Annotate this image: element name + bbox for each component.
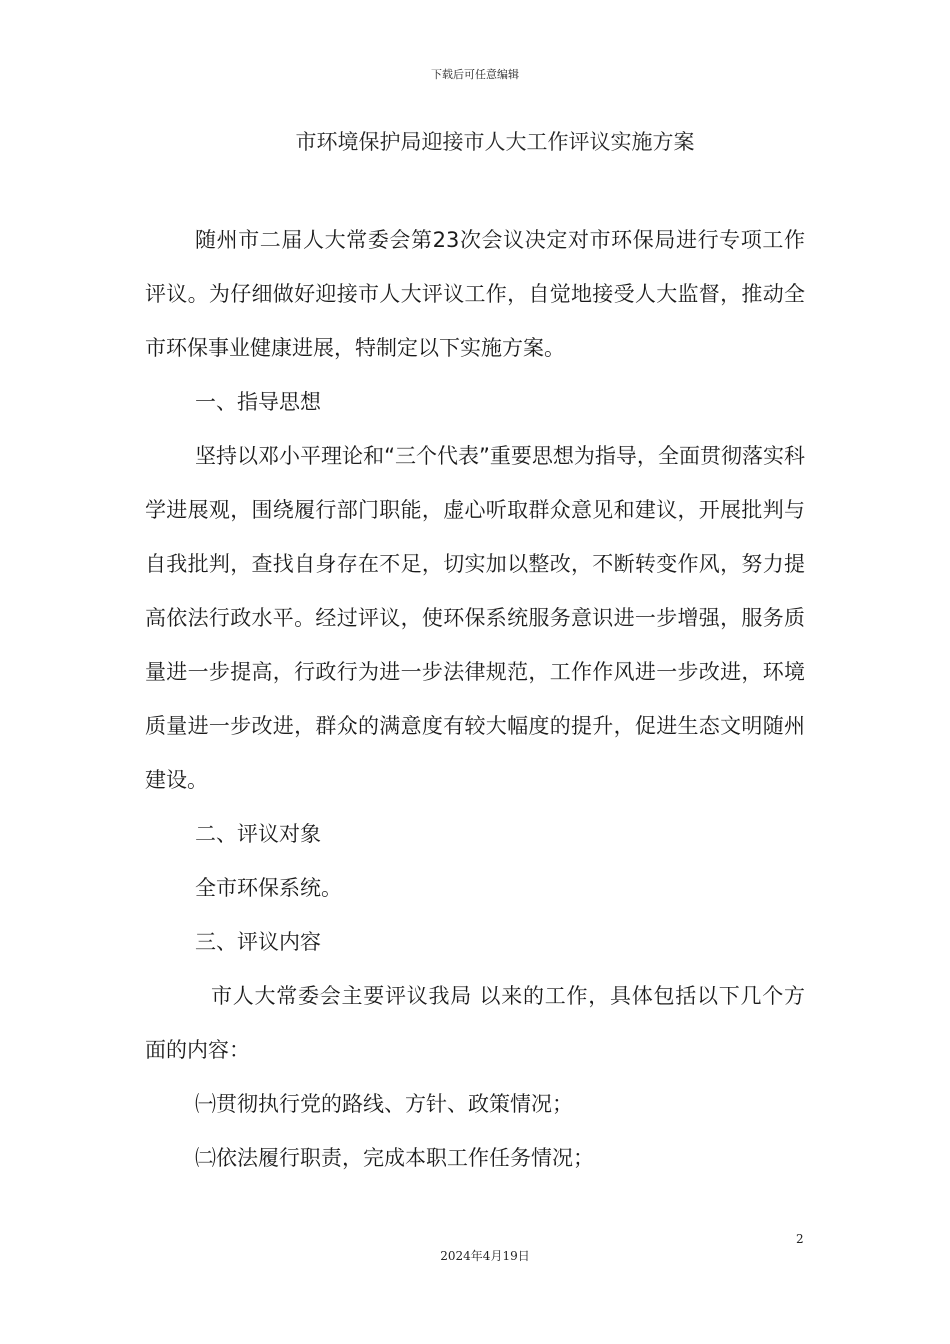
footer-date: 2024年4月19日 [440,1249,530,1263]
document-body [145,213,805,1185]
list-item-1: ㈠贯彻执行党的路线、方针、政策情况； [195,1092,573,1116]
header-note: 下载后可任意编辑 [431,68,519,81]
section-heading-guiding-ideology: 一、指导思想 [195,390,321,414]
paragraph-intro: 随州市二届人大常委会第23次会议决定对市环保局进行专项工作评议。为仔细做好迎接市人大评议工作，自觉地接受人大监督，推动全市环保事业健康进展，特制定以下实施方案。 [145,228,805,360]
section-heading-review-content: 三、评议内容 [195,930,321,954]
document-title: 市环境保护局迎接市人大工作评议实施方案 [295,130,695,154]
paragraph-review-content-intro: 市人大常委会主要评议我局 以来的工作，具体包括以下几个方面的内容： [145,984,805,1062]
list-item-2: ㈡依法履行职责，完成本职工作任务情况； [195,1146,594,1170]
paragraph-review-target: 全市环保系统。 [195,876,342,900]
page-number: 2 [796,1232,804,1246]
section-heading-review-target: 二、评议对象 [195,822,321,846]
paragraph-guiding-ideology: 坚持以邓小平理论和“三个代表”重要思想为指导，全面贯彻落实科学进展观，围绕履行部门职能，虚心听取群众意见和建议，开展批判与自我批判，查找自身存在不足，切实加以整改，不断转变作风，努力提高依法行政水平。经过评议，使环保系统服务意识进一步增强，服务质量进一步提高，行政行为进一步法律规范，工作作风进一步改进，环境质量进一步改进，群众的满意度有较大幅度的提升，促进生态文明随州建设。 [145,444,805,792]
